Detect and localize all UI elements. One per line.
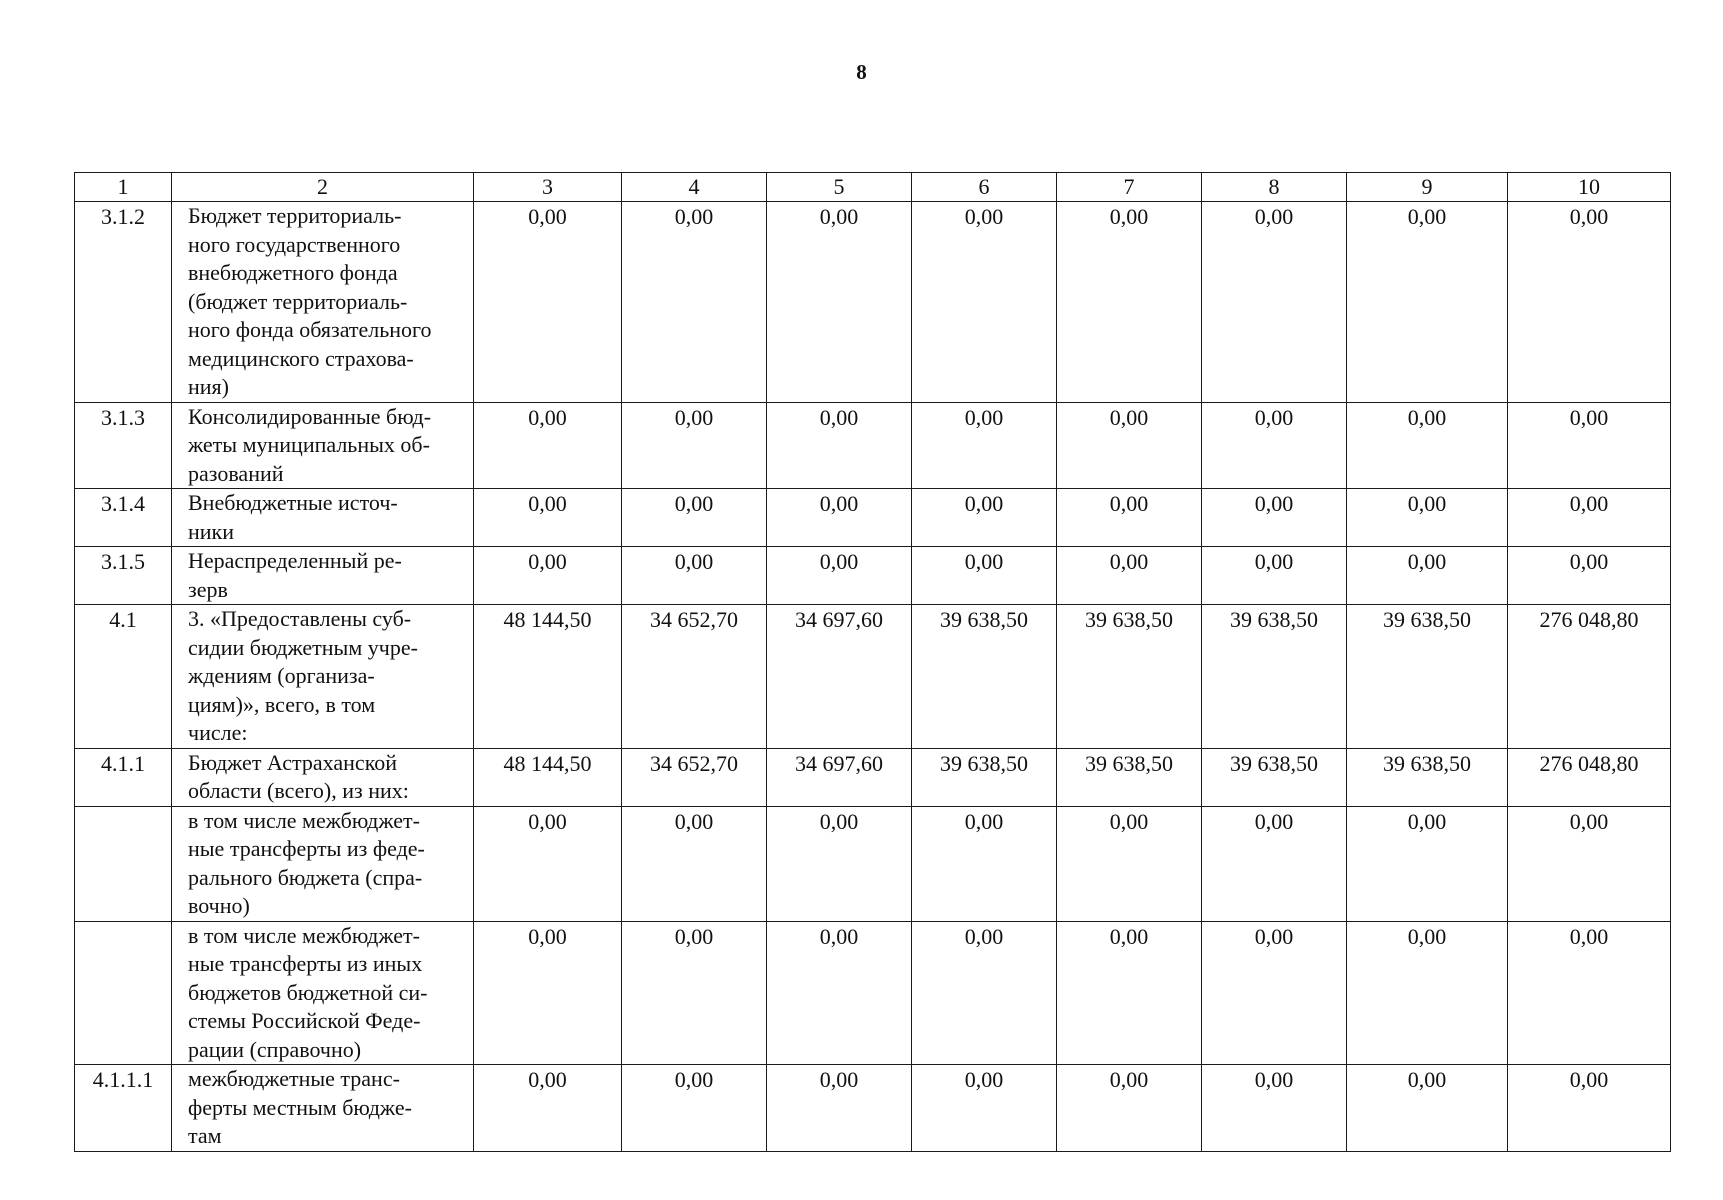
value-col-6: 0,00 [964, 491, 1004, 516]
row-name-cell [172, 748, 474, 806]
value-col-4: 34 652,70 [650, 607, 738, 632]
value-col-10: 0,00 [1569, 491, 1609, 516]
value-col-9: 0,00 [1407, 404, 1447, 430]
row-name-line: (бюджет территориаль- [188, 288, 408, 314]
value-cell [1347, 605, 1508, 749]
value-col-5: 34 697,60 [795, 750, 883, 776]
value-col-7: 0,00 [1109, 404, 1149, 430]
value-col-7: 0,00 [1109, 204, 1149, 229]
value-cell [474, 921, 622, 1065]
value-cell [1508, 547, 1671, 605]
value-col-8: 0,00 [1254, 549, 1294, 574]
value-col-8: 0,00 [1254, 808, 1294, 834]
row-name-line: разований [188, 460, 284, 486]
value-col-6: 39 638,50 [940, 607, 1028, 632]
value-col-4: 34 652,70 [650, 750, 738, 776]
row-name-cell [172, 1065, 474, 1152]
row-code: 4.1.1.1 [92, 1067, 154, 1092]
value-cell [767, 806, 912, 921]
row-name-line: там [188, 1123, 222, 1148]
value-col-10: 0,00 [1569, 549, 1609, 574]
table-row [75, 748, 1671, 806]
row-name-line: зерв [188, 576, 228, 602]
row-name-line: циям)», всего, в том [188, 691, 376, 717]
row-name-cell [172, 921, 474, 1065]
value-cell [767, 921, 912, 1065]
row-name-line: жеты муниципальных об- [188, 432, 430, 457]
value-cell [1508, 202, 1671, 403]
row-code-cell [75, 748, 172, 806]
value-col-3: 0,00 [528, 1067, 567, 1092]
value-col-9: 0,00 [1407, 923, 1447, 949]
value-cell [622, 1065, 767, 1152]
value-col-5: 0,00 [819, 549, 859, 574]
value-cell [767, 402, 912, 489]
value-col-9: 0,00 [1407, 491, 1447, 516]
value-col-8: 0,00 [1254, 1067, 1294, 1092]
value-cell [1508, 748, 1671, 806]
value-col-10: 0,00 [1569, 404, 1609, 430]
value-cell [1508, 806, 1671, 921]
value-cell [912, 489, 1057, 547]
row-name-line: области (всего), из них: [188, 778, 409, 803]
row-name-line: ные трансферты из феде- [188, 836, 425, 861]
value-cell [912, 547, 1057, 605]
column-header: 8 [1202, 173, 1347, 202]
value-cell [1347, 748, 1508, 806]
value-col-4: 0,00 [674, 549, 714, 574]
value-col-7: 0,00 [1109, 923, 1149, 949]
value-col-4: 0,00 [674, 404, 714, 430]
row-code-cell [75, 1065, 172, 1152]
value-cell [1202, 402, 1347, 489]
row-name-line: Бюджет территориаль- [188, 203, 402, 228]
row-name-line: рального бюджета (спра- [188, 864, 423, 890]
value-col-8: 0,00 [1254, 923, 1294, 949]
value-cell [622, 547, 767, 605]
value-cell [1347, 921, 1508, 1065]
value-cell [1057, 921, 1202, 1065]
value-col-10: 0,00 [1569, 923, 1609, 949]
row-name-line: стемы Российской Феде- [188, 1008, 421, 1033]
row-name-line: в том числе межбюджет- [188, 922, 420, 948]
table-row [75, 921, 1671, 1065]
row-name-line: ждениям (организа- [188, 663, 375, 688]
row-code: 4.1.1 [101, 750, 145, 776]
row-name-line: 3. «Предоставлены суб- [188, 606, 412, 631]
value-col-10: 0,00 [1569, 204, 1609, 229]
column-header: 3 [474, 173, 622, 202]
column-header: 5 [767, 173, 912, 202]
value-col-10: 276 048,80 [1539, 750, 1639, 776]
row-name-cell [172, 202, 474, 403]
value-cell [474, 1065, 622, 1152]
column-header: 9 [1347, 173, 1508, 202]
table-row [75, 806, 1671, 921]
value-col-10: 0,00 [1569, 808, 1609, 834]
row-name-line: ные трансферты из иных [188, 951, 423, 976]
value-cell [1202, 489, 1347, 547]
value-cell [1508, 402, 1671, 489]
value-cell [912, 1065, 1057, 1152]
row-name-cell [172, 489, 474, 547]
value-cell [1508, 1065, 1671, 1152]
row-name-line: Внебюджетные источ- [188, 490, 398, 515]
row-code-cell [75, 921, 172, 1065]
value-col-3: 0,00 [528, 923, 567, 949]
row-code-cell [75, 547, 172, 605]
value-col-6: 0,00 [964, 1067, 1004, 1092]
value-col-4: 0,00 [674, 923, 714, 949]
column-header: 7 [1057, 173, 1202, 202]
value-cell [474, 202, 622, 403]
value-col-7: 0,00 [1109, 808, 1149, 834]
value-cell [474, 605, 622, 749]
column-header: 4 [622, 173, 767, 202]
header-row [75, 173, 1671, 202]
value-cell [1202, 605, 1347, 749]
row-code: 3.1.5 [101, 549, 145, 574]
row-name-line: вочно) [188, 893, 250, 918]
value-col-5: 0,00 [819, 204, 859, 229]
value-cell [1347, 202, 1508, 403]
value-cell [474, 547, 622, 605]
value-col-7: 0,00 [1109, 549, 1149, 574]
value-col-4: 0,00 [674, 204, 714, 229]
row-code [75, 922, 171, 923]
value-cell [1202, 921, 1347, 1065]
value-cell [1508, 605, 1671, 749]
value-col-3: 0,00 [528, 491, 567, 516]
value-cell [912, 748, 1057, 806]
row-name-line: ферты местным бюдже- [188, 1094, 412, 1120]
row-name-line: ники [188, 518, 235, 544]
value-col-5: 0,00 [819, 1067, 859, 1092]
value-col-6: 0,00 [964, 808, 1004, 834]
value-col-8: 0,00 [1254, 491, 1294, 516]
value-cell [912, 806, 1057, 921]
value-cell [622, 605, 767, 749]
value-cell [1202, 748, 1347, 806]
value-cell [1202, 547, 1347, 605]
value-col-6: 0,00 [964, 923, 1004, 949]
value-cell [1057, 605, 1202, 749]
value-col-9: 0,00 [1407, 808, 1447, 834]
row-code-cell [75, 806, 172, 921]
row-name-cell [172, 605, 474, 749]
value-col-6: 0,00 [964, 404, 1004, 430]
value-col-3: 0,00 [528, 404, 567, 430]
table-row [75, 547, 1671, 605]
row-name-cell [172, 547, 474, 605]
value-cell [474, 748, 622, 806]
value-col-4: 0,00 [674, 1067, 714, 1092]
value-cell [1057, 1065, 1202, 1152]
value-cell [1057, 489, 1202, 547]
row-code-cell [75, 402, 172, 489]
value-cell [912, 605, 1057, 749]
value-col-9: 0,00 [1407, 549, 1447, 574]
value-cell [767, 547, 912, 605]
value-cell [912, 402, 1057, 489]
value-col-7: 39 638,50 [1085, 750, 1173, 776]
value-cell [1057, 402, 1202, 489]
value-cell [622, 402, 767, 489]
value-cell [1347, 489, 1508, 547]
row-name-line: ного государственного [188, 231, 401, 257]
value-col-7: 0,00 [1109, 491, 1149, 516]
value-col-8: 39 638,50 [1230, 607, 1318, 632]
value-cell [1508, 489, 1671, 547]
value-cell [1057, 547, 1202, 605]
row-code-cell [75, 605, 172, 749]
row-name-line: сидии бюджетным учре- [188, 634, 418, 660]
value-cell [622, 489, 767, 547]
value-cell [474, 489, 622, 547]
value-cell [767, 605, 912, 749]
value-cell [622, 806, 767, 921]
row-code: 4.1 [109, 607, 137, 632]
value-cell [1508, 921, 1671, 1065]
value-col-7: 0,00 [1109, 1067, 1149, 1092]
value-cell [767, 489, 912, 547]
value-cell [912, 921, 1057, 1065]
row-name-cell [172, 806, 474, 921]
value-cell [1347, 806, 1508, 921]
page-number: 8 [856, 60, 867, 84]
column-header: 6 [912, 173, 1057, 202]
value-col-3: 48 144,50 [503, 607, 592, 632]
value-col-10: 0,00 [1569, 1067, 1609, 1092]
value-col-8: 0,00 [1254, 404, 1294, 430]
row-name-line: Бюджет Астраханской [188, 749, 398, 775]
column-header: 2 [172, 173, 474, 202]
value-cell [1347, 547, 1508, 605]
value-col-6: 0,00 [964, 204, 1004, 229]
table-row [75, 402, 1671, 489]
table-row [75, 1065, 1671, 1152]
row-name-line: Нераспределенный ре- [188, 548, 402, 573]
value-col-5: 0,00 [819, 808, 859, 834]
row-name-line: медицинского страхова- [188, 345, 414, 371]
value-col-4: 0,00 [674, 491, 714, 516]
value-col-6: 0,00 [964, 549, 1004, 574]
row-name-line: числе: [188, 720, 248, 745]
value-cell [1347, 1065, 1508, 1152]
table-header [75, 173, 1671, 202]
value-cell [622, 748, 767, 806]
value-col-9: 39 638,50 [1383, 750, 1471, 776]
value-cell [1202, 202, 1347, 403]
row-code-cell [75, 202, 172, 403]
value-col-9: 0,00 [1407, 1067, 1447, 1092]
value-col-3: 0,00 [528, 204, 567, 229]
row-name-line: в том числе межбюджет- [188, 807, 420, 833]
value-cell [767, 748, 912, 806]
budget-table [74, 172, 1671, 1152]
value-cell [912, 202, 1057, 403]
row-name-line: ного фонда обязательного [188, 317, 432, 342]
row-code: 3.1.3 [101, 404, 145, 430]
value-col-3: 48 144,50 [503, 750, 592, 776]
row-code: 3.1.2 [101, 204, 145, 229]
value-cell [1347, 402, 1508, 489]
value-col-6: 39 638,50 [940, 750, 1028, 776]
value-col-8: 39 638,50 [1230, 750, 1318, 776]
value-col-9: 0,00 [1407, 204, 1447, 229]
row-name-line: бюджетов бюджетной си- [188, 979, 428, 1005]
value-cell [474, 806, 622, 921]
row-code-cell [75, 489, 172, 547]
value-col-9: 39 638,50 [1383, 607, 1471, 632]
value-cell [1057, 806, 1202, 921]
row-name-cell [172, 402, 474, 489]
value-cell [1202, 806, 1347, 921]
value-cell [622, 202, 767, 403]
value-col-10: 276 048,80 [1539, 607, 1639, 632]
row-name-line: ния) [188, 374, 229, 399]
value-cell [622, 921, 767, 1065]
value-col-5: 0,00 [819, 491, 859, 516]
row-name-line: Консолидированные бюд- [188, 403, 432, 429]
value-col-5: 0,00 [819, 923, 859, 949]
column-header: 10 [1508, 173, 1671, 202]
table-body [75, 202, 1671, 1152]
column-header: 1 [75, 173, 172, 202]
table-row [75, 605, 1671, 749]
row-code: 3.1.4 [101, 491, 145, 516]
row-name-line: рации (справочно) [188, 1036, 362, 1062]
value-cell [1057, 202, 1202, 403]
table-row [75, 202, 1671, 403]
value-cell [1057, 748, 1202, 806]
value-col-3: 0,00 [528, 549, 567, 574]
value-col-5: 34 697,60 [795, 607, 883, 632]
value-cell [767, 1065, 912, 1152]
value-cell [1202, 1065, 1347, 1152]
value-cell [767, 202, 912, 403]
row-name-line: межбюджетные транс- [188, 1066, 400, 1091]
value-cell [474, 402, 622, 489]
value-col-8: 0,00 [1254, 204, 1294, 229]
value-col-5: 0,00 [819, 404, 859, 430]
table-row [75, 489, 1671, 547]
row-name-line: внебюджетного фонда [188, 260, 398, 285]
row-code [75, 807, 171, 808]
value-col-7: 39 638,50 [1085, 607, 1173, 632]
value-col-3: 0,00 [528, 808, 567, 834]
value-col-4: 0,00 [674, 808, 714, 834]
